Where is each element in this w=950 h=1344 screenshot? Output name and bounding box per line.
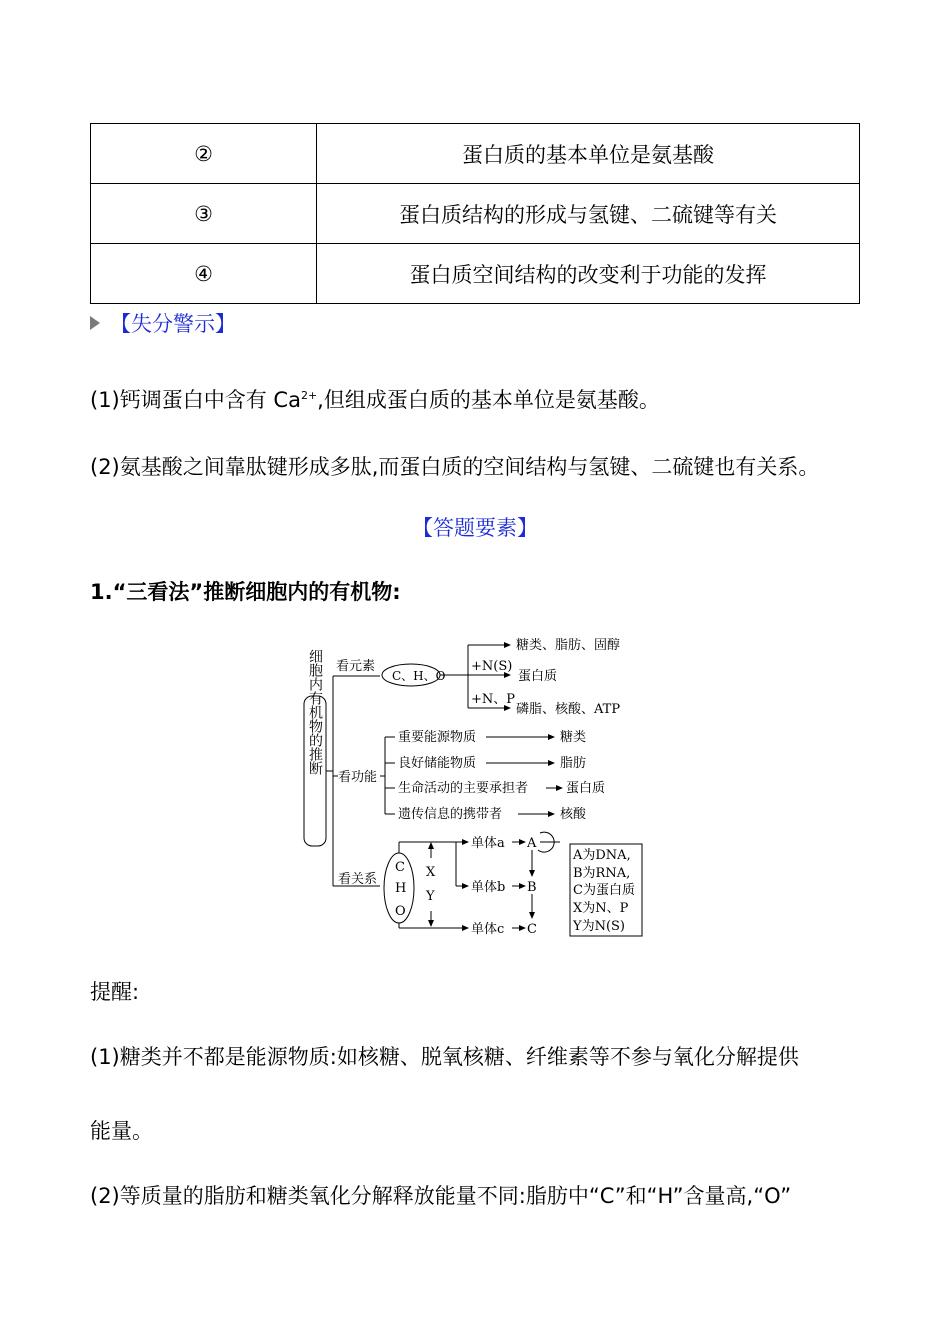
- warning-item-1-text-b: ,但组成蛋白质的基本单位是氨基酸。: [317, 388, 660, 412]
- monomer-b: 单体b: [471, 880, 506, 895]
- legend-line-1: A为DNA,: [573, 848, 631, 863]
- h-label: H: [395, 881, 407, 896]
- answer-elements-title: 【答题要素】: [412, 516, 538, 540]
- legend-line-5: Y为N(S): [573, 919, 626, 934]
- node-a: A: [527, 836, 537, 851]
- reminder-item-1-line-2: 能量。: [90, 1119, 153, 1143]
- warning-item-1-text: (1)钙调蛋白中含有 Ca: [90, 388, 301, 412]
- triangle-bullet-icon: [90, 316, 100, 330]
- function-2: 良好储能物质: [398, 756, 477, 771]
- option-text: 蛋白质结构的形成与氢键、二硫键等有关: [317, 184, 860, 244]
- function-1-result: 糖类: [560, 730, 587, 745]
- root-label: 细胞内有机物的推断: [307, 649, 323, 775]
- option-number: ④: [91, 244, 317, 304]
- function-3: 生命活动的主要承担者: [398, 781, 529, 796]
- node-b: B: [527, 880, 537, 895]
- table-row: [91, 184, 860, 244]
- superscript: 2+: [300, 389, 318, 402]
- options-table: [90, 123, 860, 304]
- legend-line-4: X为N、P: [573, 901, 629, 916]
- warning-title: 【失分警示】: [110, 312, 236, 336]
- plus-ns-label: +N(S): [471, 659, 513, 674]
- result-1: 糖类、脂肪、固醇: [516, 638, 621, 653]
- table-row: [91, 124, 860, 184]
- plus-np-label: +N、P: [471, 692, 516, 707]
- y-label: Y: [426, 889, 435, 904]
- monomer-a: 单体a: [471, 836, 505, 851]
- warning-heading: [90, 308, 236, 338]
- monomer-c: 单体c: [471, 922, 505, 937]
- option-text: 蛋白质空间结构的改变利于功能的发挥: [317, 244, 860, 304]
- branch-function-label: 看功能: [338, 770, 378, 785]
- section-heading: 1.“三看法”推断细胞内的有机物:: [90, 580, 401, 604]
- option-number: ③: [91, 184, 317, 244]
- reminder-label: 提醒:: [90, 980, 140, 1004]
- branch-elements-label: 看元素: [336, 659, 376, 674]
- result-2: 蛋白质: [518, 669, 558, 684]
- function-1: 重要能源物质: [398, 730, 477, 745]
- warning-item-2: (2)氨基酸之间靠肽键形成多肽,而蛋白质的空间结构与氢键、二硫键也有关系。: [90, 455, 820, 479]
- organic-compound-diagram: [300, 628, 650, 942]
- table-row: [91, 244, 860, 304]
- node-c: C: [527, 922, 537, 937]
- x-label: X: [426, 865, 436, 880]
- chon-label: C、H、O: [392, 669, 446, 683]
- warning-item-1: [90, 384, 660, 414]
- reminder-item-2: (2)等质量的脂肪和糖类氧化分解释放能量不同:脂肪中“C”和“H”含量高,“O”: [90, 1184, 792, 1208]
- legend-line-2: B为RNA,: [573, 866, 631, 881]
- option-number: ②: [91, 124, 317, 184]
- branch-relation-label: 看关系: [338, 872, 378, 887]
- function-2-result: 脂肪: [560, 756, 587, 771]
- function-3-result: 蛋白质: [566, 781, 606, 796]
- result-3: 磷脂、核酸、ATP: [516, 702, 621, 717]
- reminder-item-1-line-1: (1)糖类并不都是能源物质:如核糖、脱氧核糖、纤维素等不参与氧化分解提供: [90, 1045, 799, 1069]
- c-label: C: [395, 860, 405, 875]
- legend-line-3: C为蛋白质: [573, 883, 635, 898]
- option-text: 蛋白质的基本单位是氨基酸: [317, 124, 860, 184]
- function-4-result: 核酸: [560, 807, 587, 822]
- o-label: O: [395, 904, 406, 919]
- function-4: 遗传信息的携带者: [398, 807, 503, 822]
